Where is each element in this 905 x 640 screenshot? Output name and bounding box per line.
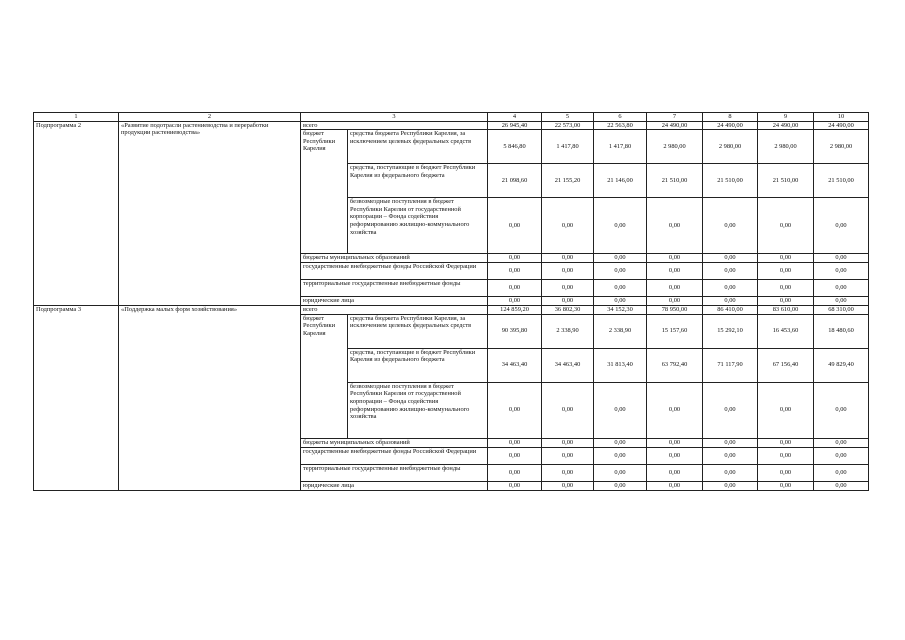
value-cell: 0,00 [758,297,814,306]
value-cell: 0,00 [488,198,542,254]
value-cell: 15 292,10 [703,314,758,348]
value-cell: 0,00 [758,198,814,254]
value-cell: 0,00 [703,447,758,464]
budget-item-label: безвозмездные поступления в бюджет Республики Карелия от государственной корпорации – Фонда содействия реформированию жилищно-коммунального хозяйства [348,198,488,254]
value-cell: 0,00 [594,447,647,464]
budget-group-label: бюджет Республики Карелия [301,130,348,254]
value-cell: 0,00 [703,254,758,263]
budget-group-label: бюджет Республики Карелия [301,314,348,438]
value-cell: 21 510,00 [758,164,814,198]
value-cell: 0,00 [542,263,594,280]
header-row [34,113,869,122]
value-cell: 0,00 [594,263,647,280]
value-cell: 0,00 [758,254,814,263]
value-cell: 63 792,40 [647,348,703,382]
value-cell: 24 490,00 [703,121,758,130]
budget-item-label: средства, поступающие в бюджет Республики Карелия из федерального бюджета [348,164,488,198]
value-cell: 36 802,30 [542,306,594,315]
value-cell: 49 829,40 [814,348,869,382]
value-cell: 0,00 [647,280,703,297]
value-cell: 0,00 [542,464,594,481]
value-cell: 0,00 [542,297,594,306]
header-cell-3: 3 [301,113,488,122]
subprogram-total-row [34,121,869,130]
value-cell: 0,00 [703,481,758,490]
value-cell: 0,00 [703,280,758,297]
value-cell: 0,00 [647,447,703,464]
value-cell: 0,00 [814,438,869,447]
value-cell: 0,00 [488,254,542,263]
value-cell: 22 563,80 [594,121,647,130]
value-cell: 0,00 [647,198,703,254]
value-cell: 71 117,90 [703,348,758,382]
value-cell: 34 463,40 [488,348,542,382]
value-cell: 0,00 [488,382,542,438]
funding-table [33,112,869,491]
value-cell: 0,00 [594,280,647,297]
value-cell: 21 098,60 [488,164,542,198]
subprogram-total-row [34,306,869,315]
source-label: территориальные государственные внебюджетные фонды [301,280,488,297]
value-cell: 0,00 [814,254,869,263]
total-label: всего [301,121,488,130]
value-cell: 2 980,00 [647,130,703,164]
budget-item-label: безвозмездные поступления в бюджет Республики Карелия от государственной корпорации – Фонда содействия реформированию жилищно-коммунального хозяйства [348,382,488,438]
header-cell-10: 10 [814,113,869,122]
value-cell: 0,00 [814,280,869,297]
source-label: территориальные государственные внебюджетные фонды [301,464,488,481]
value-cell: 0,00 [647,464,703,481]
header-cell-2: 2 [119,113,301,122]
value-cell: 0,00 [758,464,814,481]
value-cell: 0,00 [542,382,594,438]
value-cell: 18 480,60 [814,314,869,348]
value-cell: 0,00 [814,297,869,306]
value-cell: 0,00 [758,263,814,280]
value-cell: 0,00 [703,198,758,254]
total-label: всего [301,306,488,315]
value-cell: 0,00 [647,254,703,263]
header-cell-7: 7 [647,113,703,122]
value-cell: 1 417,80 [594,130,647,164]
value-cell: 24 490,00 [647,121,703,130]
value-cell: 2 338,90 [594,314,647,348]
value-cell: 86 410,00 [703,306,758,315]
value-cell: 0,00 [703,382,758,438]
value-cell: 0,00 [542,481,594,490]
value-cell: 0,00 [647,263,703,280]
header-cell-5: 5 [542,113,594,122]
value-cell: 0,00 [758,438,814,447]
value-cell: 21 146,00 [594,164,647,198]
value-cell: 0,00 [594,198,647,254]
header-cell-9: 9 [758,113,814,122]
value-cell: 0,00 [594,382,647,438]
value-cell: 0,00 [594,464,647,481]
value-cell: 34 463,40 [542,348,594,382]
value-cell: 78 950,00 [647,306,703,315]
value-cell: 0,00 [703,297,758,306]
value-cell: 0,00 [647,438,703,447]
value-cell: 0,00 [488,464,542,481]
value-cell: 0,00 [814,481,869,490]
budget-item-label: средства, поступающие в бюджет Республики Карелия из федерального бюджета [348,348,488,382]
value-cell: 21 510,00 [703,164,758,198]
value-cell: 0,00 [488,447,542,464]
budget-item-label: средства бюджета Республики Карелия, за исключением целевых федеральных средств [348,130,488,164]
value-cell: 0,00 [758,382,814,438]
value-cell: 2 338,90 [542,314,594,348]
value-cell: 0,00 [542,198,594,254]
table-body [34,113,869,491]
value-cell: 22 573,00 [542,121,594,130]
value-cell: 0,00 [542,447,594,464]
source-label: бюджеты муниципальных образований [301,254,488,263]
value-cell: 31 813,40 [594,348,647,382]
value-cell: 0,00 [647,481,703,490]
value-cell: 0,00 [488,438,542,447]
value-cell: 21 510,00 [814,164,869,198]
source-label: юридические лица [301,481,488,490]
header-cell-4: 4 [488,113,542,122]
subprogram-name: «Развитие подотрасли растениеводства и переработки продукции растениеводства» [119,121,301,306]
value-cell: 0,00 [594,481,647,490]
subprogram-code: Подпрограмма 3 [34,306,119,491]
value-cell: 0,00 [542,280,594,297]
value-cell: 15 157,60 [647,314,703,348]
value-cell: 83 610,00 [758,306,814,315]
value-cell: 0,00 [594,297,647,306]
budget-item-label: средства бюджета Республики Карелия, за исключением целевых федеральных средств [348,314,488,348]
value-cell: 0,00 [488,481,542,490]
source-label: бюджеты муниципальных образований [301,438,488,447]
value-cell: 0,00 [488,263,542,280]
value-cell: 0,00 [814,447,869,464]
header-cell-6: 6 [594,113,647,122]
value-cell: 34 152,30 [594,306,647,315]
value-cell: 0,00 [758,447,814,464]
value-cell: 0,00 [542,254,594,263]
subprogram-code: Подпрограмма 2 [34,121,119,306]
value-cell: 26 945,40 [488,121,542,130]
value-cell: 0,00 [758,481,814,490]
value-cell: 2 980,00 [758,130,814,164]
value-cell: 21 510,00 [647,164,703,198]
subprogram-name: «Поддержка малых форм хозяйствования» [119,306,301,491]
header-cell-1: 1 [34,113,119,122]
value-cell: 0,00 [703,438,758,447]
value-cell: 0,00 [814,198,869,254]
value-cell: 0,00 [814,382,869,438]
value-cell: 0,00 [488,297,542,306]
value-cell: 90 395,80 [488,314,542,348]
value-cell: 0,00 [703,464,758,481]
value-cell: 2 980,00 [814,130,869,164]
value-cell: 0,00 [488,280,542,297]
value-cell: 0,00 [594,254,647,263]
value-cell: 0,00 [542,438,594,447]
source-label: государственные внебюджетные фонды Российской Федерации [301,263,488,280]
value-cell: 2 980,00 [703,130,758,164]
value-cell: 1 417,80 [542,130,594,164]
value-cell: 0,00 [703,263,758,280]
value-cell: 0,00 [647,382,703,438]
value-cell: 67 156,40 [758,348,814,382]
value-cell: 24 490,00 [814,121,869,130]
source-label: юридические лица [301,297,488,306]
value-cell: 0,00 [594,438,647,447]
value-cell: 0,00 [758,280,814,297]
value-cell: 24 490,00 [758,121,814,130]
value-cell: 0,00 [647,297,703,306]
source-label: государственные внебюджетные фонды Российской Федерации [301,447,488,464]
value-cell: 16 453,60 [758,314,814,348]
value-cell: 0,00 [814,263,869,280]
value-cell: 68 310,00 [814,306,869,315]
value-cell: 21 155,20 [542,164,594,198]
header-cell-8: 8 [703,113,758,122]
value-cell: 5 846,80 [488,130,542,164]
value-cell: 0,00 [814,464,869,481]
value-cell: 124 859,20 [488,306,542,315]
